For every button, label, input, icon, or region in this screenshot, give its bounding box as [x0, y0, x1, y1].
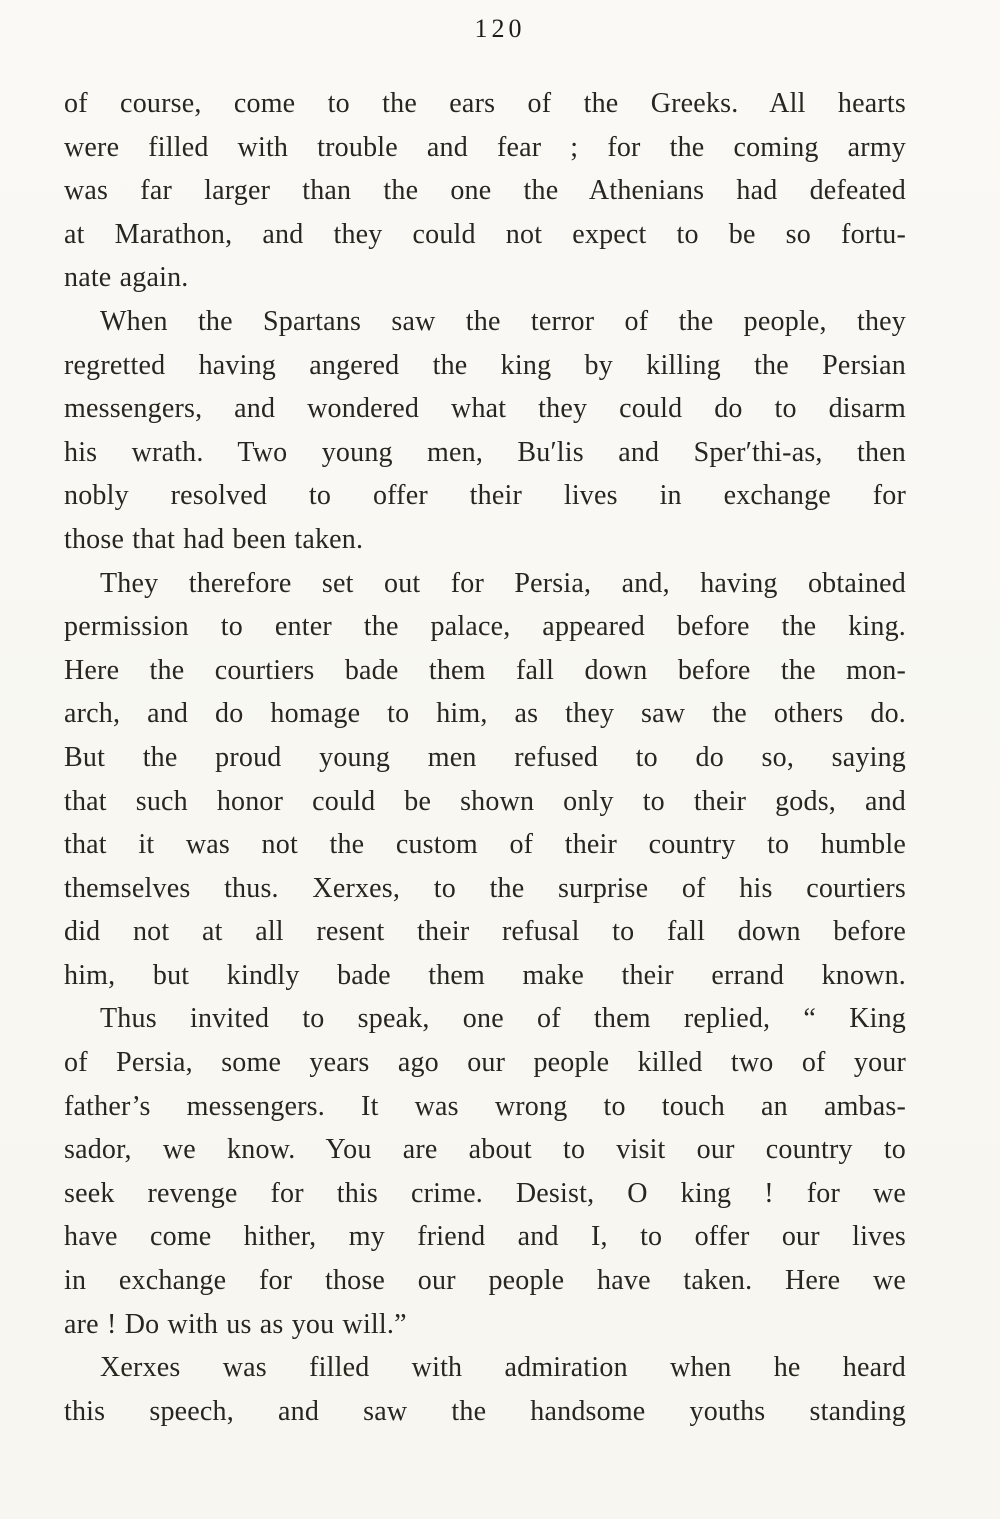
text-line: of course, come to the ears of the Greeks. All hearts [64, 88, 906, 119]
text-line: messengers, and wondered what they could do to disarm [64, 393, 906, 425]
text-line: regretted having angered the king by killing the Persian [64, 349, 906, 381]
text-line: Here the courtiers bade them fall down before the mon- [64, 654, 906, 686]
text-line: in exchange for those our people have taken. Here we [64, 1265, 906, 1297]
text-line: are ! Do with us as you will.” [64, 1308, 407, 1340]
paragraph [64, 562, 906, 998]
paragraph [64, 997, 906, 1346]
text-line: him, but kindly bade them make their errand known. [64, 959, 906, 991]
paragraph [64, 300, 906, 562]
text-line: Thus invited to speak, one of them replied, “ King [100, 1003, 906, 1035]
text-line: did not at all resent their refusal to fall down before [64, 916, 906, 948]
text-line: father’s messengers. It was wrong to touch an ambas- [64, 1090, 906, 1122]
text-line: were filled with trouble and fear ; for the coming army [64, 131, 906, 163]
text-line: seek revenge for this crime. Desist, O king ! for we [64, 1177, 906, 1209]
text-line: They therefore set out for Persia, and, having obtained [100, 567, 906, 599]
text-line: was far larger than the one the Athenians had defeated [64, 175, 906, 207]
text-line: permission to enter the palace, appeared before the king. [64, 611, 906, 643]
text-line: at Marathon, and they could not expect to be so fortu- [64, 218, 906, 250]
page-number: 120 [474, 14, 526, 43]
text-line: that such honor could be shown only to their gods, and [64, 785, 906, 817]
text-line: nobly resolved to offer their lives in exchange for [64, 480, 906, 512]
text-line: his wrath. Two young men, Bu′lis and Sper′thi-as, then [64, 436, 906, 468]
page-text [64, 82, 906, 1433]
paragraph [64, 82, 906, 300]
text-line: But the proud young men refused to do so, saying [64, 741, 906, 773]
paragraph [64, 1346, 906, 1433]
text-line: Xerxes was filled with admiration when he heard [100, 1352, 906, 1384]
text-line: sador, we know. You are about to visit our country to [64, 1134, 906, 1166]
text-line: When the Spartans saw the terror of the people, they [100, 305, 906, 337]
text-line: that it was not the custom of their country to humble [64, 829, 906, 861]
text-line: themselves thus. Xerxes, to the surprise of his courtiers [64, 872, 906, 904]
text-line: have come hither, my friend and I, to offer our lives [64, 1221, 906, 1253]
text-line: of Persia, some years ago our people killed two of your [64, 1047, 906, 1079]
text-line: those that had been taken. [64, 523, 364, 555]
text-line: this speech, and saw the handsome youths standing [64, 1395, 906, 1427]
text-line: arch, and do homage to him, as they saw the others do. [64, 698, 906, 730]
text-line: nate again. [64, 262, 189, 294]
